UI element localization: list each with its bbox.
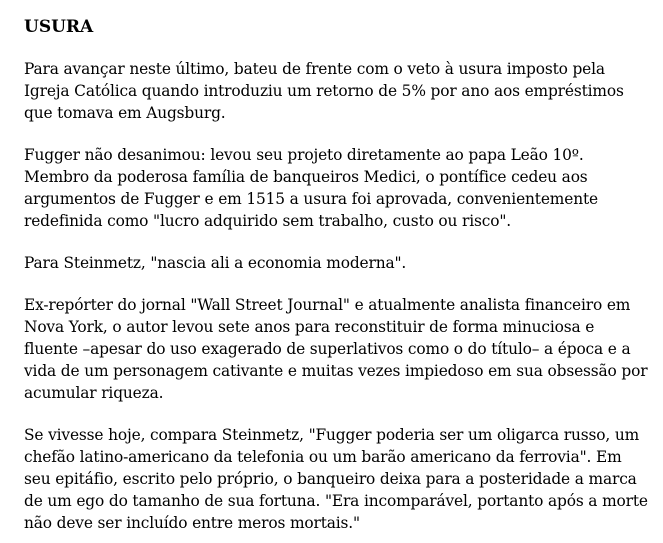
paragraph-4: Ex-repórter do jornal "Wall Street Journal" e atualmente analista financeiro em Nova York, o autor levou sete anos para reconstituir de forma minuciosa e fluente –apesar do uso exagerado de superlativos como o do título– a época e a vida de um personagem cativante e muitas vezes impiedoso em sua obsessão por acumular riqueza.: [24, 296, 648, 402]
paragraph-1: Para avançar neste último, bateu de frente com o veto à usura imposto pela Igreja Católica quando introduziu um retorno de 5% por ano aos empréstimos que tomava em Augsburg.: [24, 60, 624, 122]
section-heading: USURA: [24, 17, 94, 37]
paragraph-5: Se vivesse hoje, compara Steinmetz, "Fugger poderia ser um oligarca russo, um chefão latino-americano da telefonia ou um barão americano da ferrovia". Em seu epitáfio, escrito pelo próprio, o banqueiro deixa para a posteridade a marca de um ego do tamanho de sua fortuna. "Era incomparável, portanto após a morte não deve ser incluído entre meros mortais.": [24, 426, 648, 532]
paragraph-3: Para Steinmetz, "nascia ali a economia moderna".: [24, 254, 407, 272]
article-body: [24, 16, 649, 534]
paragraph-2: Fugger não desanimou: levou seu projeto diretamente ao papa Leão 10º. Membro da poderosa família de banqueiros Medici, o pontífice cedeu aos argumentos de Fugger e em 1515 a usura foi aprovada, convenientemente redefinida como "lucro adquirido sem trabalho, custo ou risco".: [24, 146, 598, 230]
